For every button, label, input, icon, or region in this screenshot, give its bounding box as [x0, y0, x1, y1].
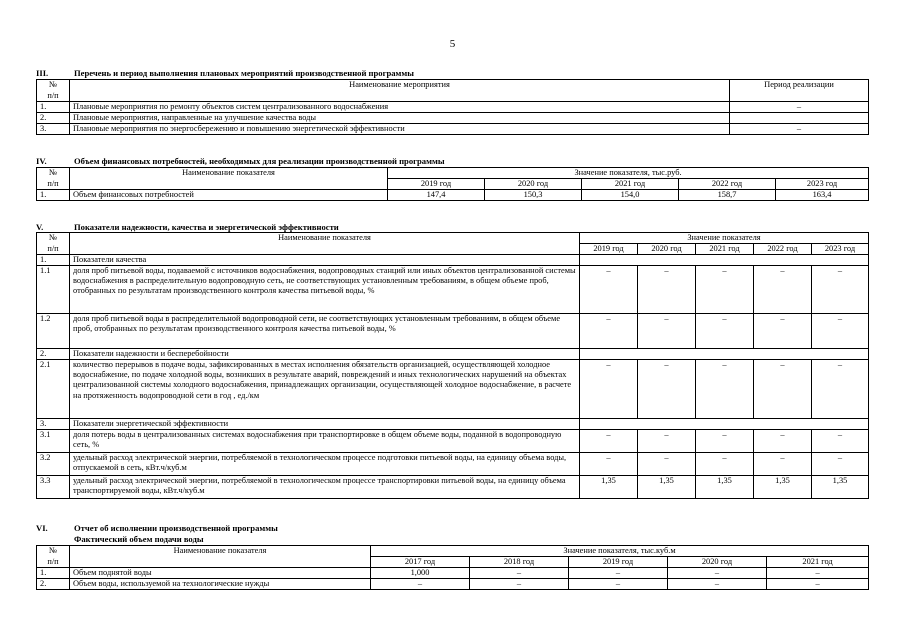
- value-cell: –: [812, 314, 869, 349]
- row-num: 1.2: [37, 314, 70, 349]
- page-number: 5: [449, 38, 456, 50]
- row-name: Плановые мероприятия по ремонту объектов систем централизованного водоснабжения: [70, 102, 730, 113]
- header-num: №: [37, 546, 70, 557]
- value-cell: –: [696, 360, 754, 419]
- value-cell: –: [580, 314, 638, 349]
- year-header: 2022 год: [679, 179, 776, 190]
- value-cell: –: [638, 314, 696, 349]
- value-cell: –: [470, 579, 569, 590]
- row-name: Плановые мероприятия по энергосбережению и повышению энергетической эффективности: [70, 124, 730, 135]
- row-num: 1.: [37, 102, 70, 113]
- table-row: [37, 430, 869, 453]
- section-6-subtitle: Фактический объем подачи воды: [74, 534, 204, 544]
- row-name: удельный расход электрической энергии, потребляемой в технологическом процессе подготовки питьевой воды, на единицу объема воды, отпускаемой в сеть, кВт.ч/куб.м: [70, 453, 580, 476]
- value-cell: 154,0: [582, 190, 679, 201]
- year-header: 2021 год: [696, 244, 754, 255]
- section-number: V.: [36, 222, 44, 232]
- table-row: [37, 124, 869, 135]
- value-cell: –: [371, 579, 470, 590]
- header-period: Период реализации: [730, 80, 869, 102]
- table-planned-measures: [36, 79, 869, 135]
- section-number: VI.: [36, 523, 48, 533]
- value-cell: 1,35: [580, 476, 638, 499]
- year-header: 2020 год: [485, 179, 582, 190]
- value-cell: 158,7: [679, 190, 776, 201]
- year-header: 2020 год: [668, 557, 767, 568]
- table-row: [37, 579, 869, 590]
- row-num: 2.: [37, 113, 70, 124]
- value-cell: –: [812, 266, 869, 314]
- section-5-heading: [36, 222, 339, 232]
- empty-cell: [580, 419, 869, 430]
- year-header: 2021 год: [582, 179, 679, 190]
- year-header: 2017 год: [371, 557, 470, 568]
- row-num: 1.: [37, 255, 70, 266]
- row-num: 2.: [37, 579, 70, 590]
- header-value: Значение показателя, тыс.руб.: [388, 168, 869, 179]
- year-header: 2023 год: [776, 179, 869, 190]
- table-row: [37, 266, 869, 314]
- value-cell: –: [580, 453, 638, 476]
- row-name: Объем поднятой воды: [70, 568, 371, 579]
- header-num-pp: п/п: [37, 179, 70, 190]
- year-header: 2020 год: [638, 244, 696, 255]
- row-name: доля потерь воды в централизованных системах водоснабжения при транспортировке в общем объеме воды, поданной в водопроводную сеть, %: [70, 430, 580, 453]
- table-row: [37, 453, 869, 476]
- value-cell: 150,3: [485, 190, 582, 201]
- row-num: 3.: [37, 419, 70, 430]
- value-cell: –: [668, 579, 767, 590]
- table-row: [37, 113, 869, 124]
- value-cell: –: [668, 568, 767, 579]
- empty-cell: [580, 349, 869, 360]
- row-name: Объем воды, используемой на технологические нужды: [70, 579, 371, 590]
- value-cell: –: [696, 453, 754, 476]
- section-title: Перечень и период выполнения плановых мероприятий производственной программы: [74, 68, 414, 78]
- row-num: 1.: [37, 190, 70, 201]
- header-name: Наименование показателя: [70, 546, 371, 568]
- row-num: 3.: [37, 124, 70, 135]
- group-row: [37, 255, 869, 266]
- year-header: 2019 год: [388, 179, 485, 190]
- row-num: 3.1: [37, 430, 70, 453]
- value-cell: –: [638, 360, 696, 419]
- header-name: Наименование показателя: [70, 233, 580, 255]
- row-num: 3.2: [37, 453, 70, 476]
- header-value: Значение показателя, тыс.куб.м: [371, 546, 869, 557]
- value-cell: –: [580, 430, 638, 453]
- value-cell: –: [696, 430, 754, 453]
- value-cell: –: [754, 360, 812, 419]
- value-cell: –: [812, 360, 869, 419]
- value-cell: 1,35: [638, 476, 696, 499]
- row-num: 1.: [37, 568, 70, 579]
- table-row: [37, 314, 869, 349]
- section-title: Объем финансовых потребностей, необходимых для реализации производственной программы: [74, 156, 445, 166]
- table-row: [37, 190, 869, 201]
- row-name: Показатели качества: [70, 255, 580, 266]
- value-cell: –: [580, 266, 638, 314]
- row-name: доля проб питьевой воды в распределительной водопроводной сети, не соответствующих установленным требованиям, в общем объеме проб, отобранных по результатам производственного контроля качества питьевой воды, %: [70, 314, 580, 349]
- value-cell: –: [638, 453, 696, 476]
- value-cell: 163,4: [776, 190, 869, 201]
- section-3-heading: [36, 68, 414, 78]
- header-num-pp: п/п: [37, 91, 70, 102]
- value-cell: –: [767, 579, 869, 590]
- header-num-pp: п/п: [37, 557, 70, 568]
- header-value: Значение показателя: [580, 233, 869, 244]
- row-name: удельный расход электрической энергии, потребляемой в технологическом процессе транспортировки питьевой воды, на единицу объема транспортируемой воды, кВт.ч/куб.м: [70, 476, 580, 499]
- table-financial-needs: [36, 167, 869, 201]
- row-name: Показатели энергетической эффективности: [70, 419, 580, 430]
- row-num: 1.1: [37, 266, 70, 314]
- value-cell: –: [812, 430, 869, 453]
- value-cell: –: [638, 430, 696, 453]
- header-name: Наименование мероприятия: [70, 80, 730, 102]
- value-cell: –: [754, 266, 812, 314]
- header-name: Наименование показателя: [70, 168, 388, 190]
- group-row: [37, 349, 869, 360]
- table-row: [37, 476, 869, 499]
- value-cell: 1,000: [371, 568, 470, 579]
- value-cell: 1,35: [812, 476, 869, 499]
- value-cell: –: [569, 568, 668, 579]
- value-cell: –: [754, 314, 812, 349]
- row-num: 3.3: [37, 476, 70, 499]
- table-row: [37, 102, 869, 113]
- row-num: 2.: [37, 349, 70, 360]
- section-number: III.: [36, 68, 49, 78]
- value-cell: 1,35: [696, 476, 754, 499]
- table-water-supply: [36, 545, 869, 590]
- year-header: 2019 год: [580, 244, 638, 255]
- row-name: доля проб питьевой воды, подаваемой с источников водоснабжения, водопроводных станций или иных объектов централизованной системы водоснабжения в распределительную водопроводную сеть, не соответствующих установленным требованиям, в общем объеме проб, отобранных по результатам производственного контроля качества питьевой воды, %: [70, 266, 580, 314]
- table-indicators: [36, 232, 869, 499]
- value-cell: –: [580, 360, 638, 419]
- year-header: 2018 год: [470, 557, 569, 568]
- year-header: 2019 год: [569, 557, 668, 568]
- header-num: №: [37, 80, 70, 91]
- header-num-pp: п/п: [37, 244, 70, 255]
- value-cell: –: [569, 579, 668, 590]
- row-period: –: [730, 124, 869, 135]
- section-6-heading: [36, 523, 278, 533]
- group-row: [37, 419, 869, 430]
- table-row: [37, 360, 869, 419]
- row-period: –: [730, 102, 869, 113]
- row-name: Объем финансовых потребностей: [70, 190, 388, 201]
- value-cell: –: [754, 453, 812, 476]
- section-4-heading: [36, 156, 445, 166]
- value-cell: –: [638, 266, 696, 314]
- value-cell: –: [754, 430, 812, 453]
- section-title: Показатели надежности, качества и энергетической эффективности: [74, 222, 339, 232]
- value-cell: –: [767, 568, 869, 579]
- year-header: 2022 год: [754, 244, 812, 255]
- year-header: 2023 год: [812, 244, 869, 255]
- section-number: IV.: [36, 156, 47, 166]
- year-header: 2021 год: [767, 557, 869, 568]
- row-name: Плановые мероприятия, направленные на улучшение качества воды: [70, 113, 730, 124]
- value-cell: –: [696, 266, 754, 314]
- row-num: 2.1: [37, 360, 70, 419]
- value-cell: 147,4: [388, 190, 485, 201]
- header-num: №: [37, 233, 70, 244]
- value-cell: –: [470, 568, 569, 579]
- value-cell: –: [696, 314, 754, 349]
- section-title: Отчет об исполнении производственной программы: [74, 523, 278, 533]
- value-cell: –: [812, 453, 869, 476]
- row-period: [730, 113, 869, 124]
- empty-cell: [580, 255, 869, 266]
- row-name: количество перерывов в подаче воды, зафиксированных в местах исполнения обязательств организацией, осуществляющей холодное водоснабжение, по подаче холодной воды, возникших в результате аварий, повреждений и иных технологических нарушений на объектах централизованной системы холодного водоснабжения, принадлежащих организации, осуществляющей холодное водоснабжение, в расчете на протяженность водопроводной сети в год , ед./км: [70, 360, 580, 419]
- table-row: [37, 568, 869, 579]
- header-num: №: [37, 168, 70, 179]
- row-name: Показатели надежности и бесперебойности: [70, 349, 580, 360]
- value-cell: 1,35: [754, 476, 812, 499]
